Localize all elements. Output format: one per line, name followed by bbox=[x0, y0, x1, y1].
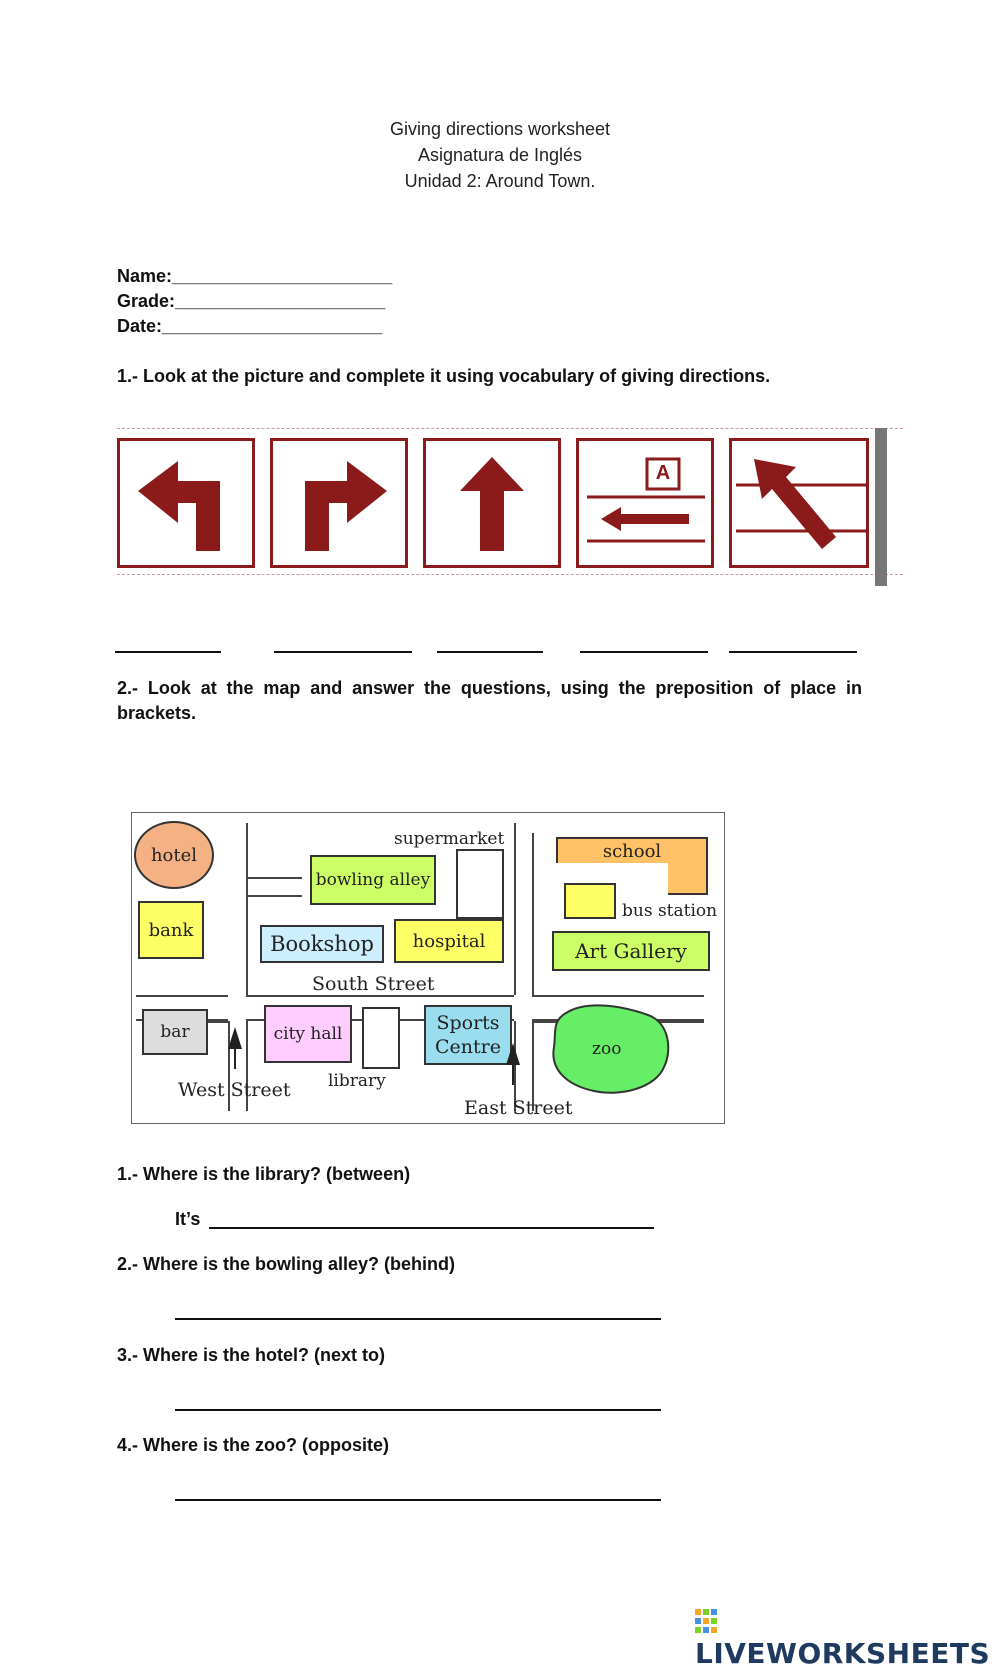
school-place: school bbox=[556, 837, 708, 895]
sign-go-past bbox=[576, 438, 714, 568]
road-edge bbox=[246, 895, 302, 897]
art-gallery-place: Art Gallery bbox=[552, 931, 710, 971]
road-edge bbox=[246, 995, 514, 997]
question-2: 2.- Where is the bowling alley? (behind) bbox=[117, 1254, 456, 1274]
sports-centre-label-line1: Sports bbox=[436, 1012, 500, 1034]
strip-scroll-edge bbox=[875, 428, 887, 586]
sign-answer-blank[interactable] bbox=[115, 651, 221, 653]
question-3: 3.- Where is the hotel? (next to) bbox=[117, 1345, 386, 1365]
answer-2-line[interactable] bbox=[175, 1318, 661, 1320]
strip-top-edge bbox=[117, 428, 903, 431]
city-hall-place: city hall bbox=[264, 1005, 352, 1063]
zoo-label: zoo bbox=[592, 1039, 622, 1059]
road-edge bbox=[514, 823, 516, 995]
library-place bbox=[362, 1007, 400, 1069]
sign-turn-left bbox=[117, 438, 255, 568]
section1-instruction: 1.- Look at the picture and complete it using vocabulary of giving directions. bbox=[117, 366, 771, 386]
location-a-badge: A bbox=[655, 462, 671, 484]
bus-station-place bbox=[564, 883, 616, 919]
liveworksheets-logo bbox=[695, 1604, 1000, 1670]
west-street-label: West Street bbox=[178, 1079, 291, 1101]
grade-field[interactable]: Grade:_____________________ bbox=[117, 291, 386, 311]
road-edge bbox=[532, 833, 534, 995]
direction-signs-strip bbox=[117, 428, 903, 586]
name-field[interactable]: Name:______________________ bbox=[117, 266, 393, 286]
bank-place: bank bbox=[138, 901, 204, 959]
hospital-place: hospital bbox=[394, 919, 504, 963]
road-edge bbox=[136, 995, 228, 997]
library-label: library bbox=[328, 1071, 386, 1091]
answer-4-line[interactable] bbox=[175, 1499, 661, 1501]
sign-cross-road bbox=[729, 438, 869, 568]
sign-answer-blank[interactable] bbox=[729, 651, 857, 653]
bar-place: bar bbox=[142, 1009, 208, 1055]
town-map bbox=[131, 812, 725, 1124]
straight-ahead-arrow-icon bbox=[426, 441, 558, 565]
unit-line: Unidad 2: Around Town. bbox=[404, 171, 596, 191]
subject-line: Asignatura de Inglés bbox=[417, 145, 583, 165]
turn-left-arrow-icon bbox=[120, 441, 252, 565]
section2-instruction-line1: 2.- Look at the map and answer the questions, using the preposition of place in bbox=[117, 678, 862, 698]
cross-road-arrow-icon bbox=[732, 441, 866, 565]
sign-straight-ahead bbox=[423, 438, 561, 568]
bowling-alley-place: bowling alley bbox=[310, 855, 436, 905]
sports-centre-label-line2: Centre bbox=[435, 1036, 501, 1058]
road-edge bbox=[532, 995, 704, 997]
south-street-label: South Street bbox=[312, 973, 435, 995]
worksheet-title: Giving directions worksheet bbox=[389, 119, 611, 139]
bus-station-label: bus station bbox=[622, 901, 718, 921]
section2-instruction-line2: brackets. bbox=[117, 703, 197, 723]
question-4: 4.- Where is the zoo? (opposite) bbox=[117, 1435, 390, 1455]
tree-icon bbox=[226, 1025, 244, 1071]
liveworksheets-logo-icon bbox=[695, 1609, 717, 1633]
supermarket-place bbox=[456, 849, 504, 919]
worksheet-header bbox=[0, 116, 1000, 194]
turn-right-arrow-icon bbox=[273, 441, 405, 565]
sports-centre-place bbox=[424, 1005, 512, 1065]
road-edge bbox=[246, 877, 302, 879]
answer-3-line[interactable] bbox=[175, 1409, 661, 1411]
question-1-prefix: It’s bbox=[175, 1209, 201, 1229]
bookshop-place: Bookshop bbox=[260, 925, 384, 963]
liveworksheets-logo-text: LIVEWORKSHEETS bbox=[695, 1637, 991, 1670]
sign-answer-blank[interactable] bbox=[437, 651, 543, 653]
hotel-place: hotel bbox=[134, 821, 214, 889]
east-street-label: East Street bbox=[464, 1097, 573, 1119]
sign-answer-blank[interactable] bbox=[274, 651, 412, 653]
sign-turn-right bbox=[270, 438, 408, 568]
tree-icon bbox=[504, 1041, 522, 1087]
sign-answer-blank[interactable] bbox=[580, 651, 708, 653]
answer-1-line[interactable] bbox=[209, 1227, 654, 1229]
date-field[interactable]: Date:______________________ bbox=[117, 316, 383, 336]
question-1: 1.- Where is the library? (between) bbox=[117, 1164, 411, 1184]
strip-bottom-edge bbox=[117, 574, 903, 577]
road-edge bbox=[246, 823, 248, 995]
go-past-arrow-icon bbox=[579, 441, 711, 565]
supermarket-label: supermarket bbox=[394, 829, 505, 849]
